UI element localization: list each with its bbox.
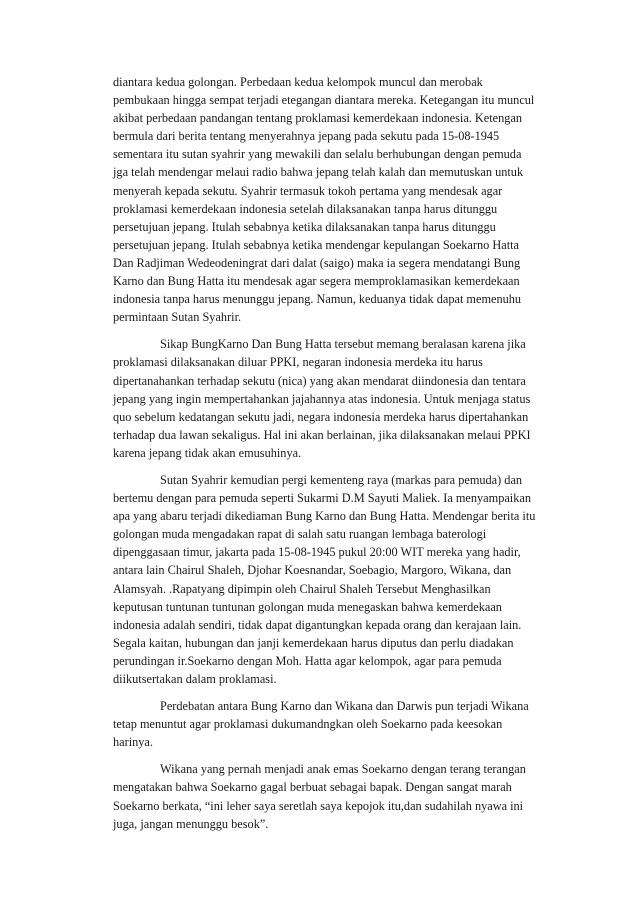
paragraph-gap [113,326,561,335]
text-line: Soekarno berkata, “ini leher saya seretlah saya kepojok itu,dan sudahilah nyawa ini [113,798,524,813]
text-line: tetap menuntut agar proklamasi dukumandngkan oleh Soekarno pada keesokan [113,717,503,732]
paragraph-3 [113,471,561,688]
paragraph-2 [113,335,561,462]
text-line: quo sebelum kedatangan sekutu jadi, negara indonesia merdeka harus dipertahankan [113,409,529,424]
text-line: juga, jangan menunggu besok”. [113,816,269,831]
text-line: jepang yang ingin mempertahankan jajahannya atas indonesia. Untuk menjaga status [113,391,531,406]
text-line: terhadap dua lawan sekaligus. Hal ini akan berlainan, jika dilaksanakan melaui PPKI [113,427,531,442]
text-line: jga telah mendengar melaui radio bahwa jepang telah kalah dan memutuskan untuk [113,165,524,180]
text-line: karena jepang tidak akan emusuhinya. [113,445,302,460]
text-line: proklamasi dilaksanakan diluar PPKI, negaran indonesia merdeka itu harus [113,355,483,370]
text-line: bertemu dengan para pemuda seperti Sukarmi D.M Sayuti Maliek. Ia menyampaikan [113,491,531,506]
text-line: perundingan ir.Soekarno dengan Moh. Hatta agar kelompok, agar para pemuda [113,653,502,668]
paragraph-gap [113,751,561,760]
text-line: Segala kaitan, hubungan dan janji kemerdekaan harus diputus dan perlu diadakan [113,635,514,650]
text-line: persetujuan jepang. Itulah sebabnya ketika mendengar kepulangan Soekarno Hatta [113,237,519,252]
text-line: indonesia adalah sendiri, tidak dapat digantungkan kepada orang dan kerajaan lain. [113,617,522,632]
text-line: Sutan Syahrir kemudian pergi kementeng raya (markas para pemuda) dan [160,472,523,487]
text-line: Alamsyah. .Rapatyang dipimpin oleh Chairul Shaleh Tersebut Menghasilkan [113,581,491,596]
text-line: apa yang abaru terjadi dikediaman Bung Karno dan Bung Hatta. Mendengar berita itu [113,509,536,524]
text-line: persetujuan jepang. Itulah sebabnya ketika dilaksanakan tanpa harus ditunggu [113,219,496,234]
text-line: diantara kedua golongan. Perbedaan kedua kelompok muncul dan merobak [113,75,483,89]
text-line: bermula dari berita tentang menyerahnya jepang pada sekutu pada 15-08-1945 [113,129,500,144]
text-line: dipertanahankan terhadap sekutu (nica) yang akan mendarat diindonesia dan tentara [113,373,526,388]
text-line: permintaan Sutan Syahrir. [113,310,242,325]
text-line: antara lain Chairul Shaleh, Djohar Koesnandar, Soebagio, Margoro, Wikana, dan [113,563,512,578]
text-line: Dan Radjiman Wedeodeningrat dari dalat (saigo) maka ia segera mendatangi Bung [113,255,521,270]
text-line: menyerah kepada sekutu. Syahrir termasuk tokoh pertama yang mendesak agar [113,183,503,198]
text-line: Karno dan Bung Hatta itu mendesak agar segera memproklamasikan kemerdekaan [113,274,520,289]
text-line: golongan muda mengadakan rapat di salah satu ruangan lembaga baterologi [113,527,487,542]
text-line: Wikana yang pernah menjadi anak emas Soekarno dengan terang terangan [160,762,526,777]
text-line: indonesia tanpa harus menunggu jepang. Namun, keduanya tidak dapat memenuhu [113,292,522,307]
text-line: akibat perbedaan pandangan tentang proklamasi kemerdekaan indonesia. Ketengan [113,111,523,126]
text-line: keputusan tuntunan tuntunan golongan muda menegaskan bahwa kemerdekaan [113,599,502,614]
text-line: mengatakan bahwa Soekarno gagal berbuat sebagai bapak. Dengan sangat marah [113,780,512,795]
document-body [113,73,561,833]
text-line: sementara itu sutan syahrir yang mewakili dan selalu berhubungan dengan pemuda [113,147,522,162]
text-line: harinya. [113,735,153,750]
paragraph-gap [113,688,561,697]
text-line: pembukaan hingga sempat terjadi etegangan diantara mereka. Ketegangan itu muncul [113,93,535,108]
text-line: dipenggasaan timur, jakarta pada 15-08-1945 pukul 20:00 WIT mereka yang hadir, [113,545,521,560]
paragraph-4 [113,697,561,751]
text-line: Sikap BungKarno Dan Bung Hatta tersebut memang beralasan karena jika [160,337,526,352]
text-line: Perdebatan antara Bung Karno dan Wikana dan Darwis pun terjadi Wikana [160,699,529,714]
text-line: diikutsertakan dalam proklamasi. [113,672,277,686]
paragraph-1 [113,73,561,326]
paragraph-5 [113,760,561,832]
paragraph-gap [113,462,561,471]
text-line: proklamasi kemerdekaan indonesia setelah dilaksanakan tanpa harus ditunggu [113,201,498,216]
